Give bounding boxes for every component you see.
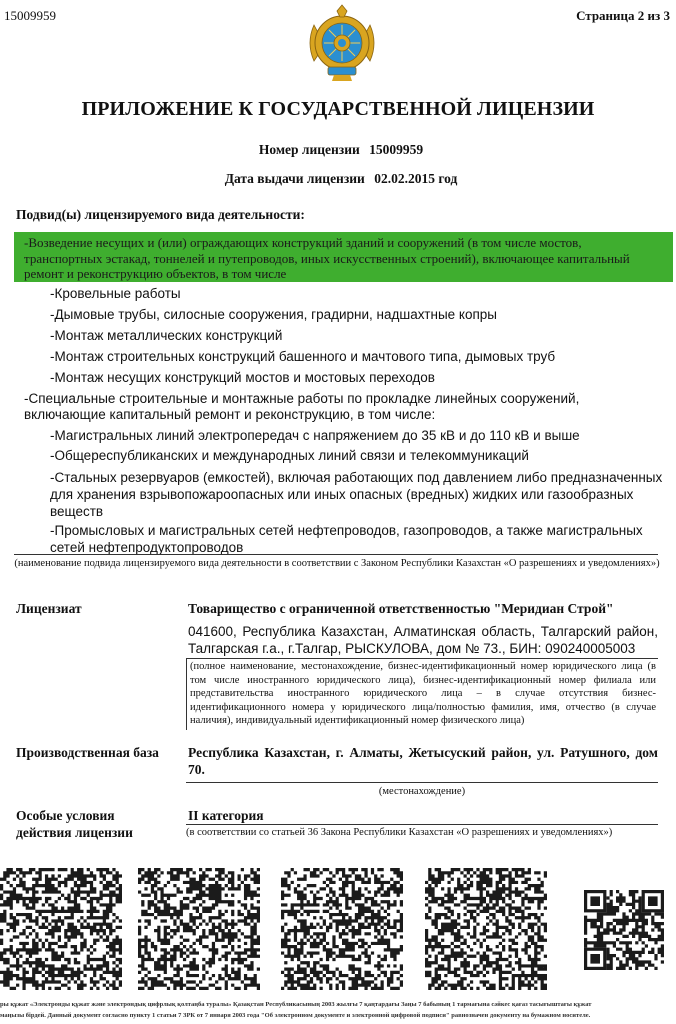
production-base-note: (местонахождение) bbox=[378, 786, 466, 797]
license-date-value: 02.02.2015 год bbox=[374, 171, 458, 186]
subtypes-heading: Подвид(ы) лицензируемого вида деятельности: bbox=[16, 207, 305, 222]
production-base-label: Производственная база bbox=[16, 745, 159, 760]
activity-item: -Общереспубликанских и международных линий связи и телекоммуникаций bbox=[50, 448, 529, 463]
licensee-address: 041600, Республика Казахстан, Алматинская область, Талгарский район, Талгарская г.а., г.Талгар, РЫСКУЛОВА, дом № 73., БИН: 090240005003 bbox=[188, 624, 658, 656]
special-conditions-label-2: действия лицензии bbox=[16, 825, 133, 840]
highlighted-activity: -Возведение несущих и (или) ограждающих конструкций зданий и сооружений (в том числе мостов, транспортных эстакад, тоннелей и путепроводов, иных искусственных строений), включающее капитальный ремонт и реконструкцию объектов, в том числе bbox=[24, 235, 630, 281]
signature-barcode-4 bbox=[425, 868, 547, 990]
license-number-row bbox=[0, 142, 676, 158]
state-emblem bbox=[304, 3, 380, 83]
page-indicator: Страница 2 из 3 bbox=[576, 8, 670, 23]
signature-barcode-1 bbox=[0, 868, 122, 990]
licensee-name: Товарищество с ограниченной ответственностью "Меридиан Строй" bbox=[188, 601, 614, 616]
activity-item: -Монтаж металлических конструкций bbox=[50, 328, 283, 343]
qr-code[interactable] bbox=[584, 882, 664, 978]
special-conditions-value: II категория bbox=[188, 808, 264, 823]
special-conditions-note: (в соответствии со статьей 36 Закона Республики Казахстан «О разрешениях и уведомлениях») bbox=[186, 827, 613, 838]
divider bbox=[186, 658, 658, 659]
divider bbox=[186, 824, 658, 825]
divider bbox=[14, 554, 658, 555]
page-title: ПРИЛОЖЕНИЕ К ГОСУДАРСТВЕННОЙ ЛИЦЕНЗИИ bbox=[81, 98, 595, 120]
license-date-row bbox=[0, 171, 676, 187]
production-base-value: Республика Казахстан, г. Алматы, Жетысуский район, ул. Ратушного, дом 70. bbox=[188, 745, 658, 777]
activity-item: -Монтаж несущих конструкций мостов и мостовых переходов bbox=[50, 370, 435, 385]
activity-item: -Магистральных линий электропередач с напряжением до 35 кВ и до 110 кВ и выше bbox=[50, 428, 580, 443]
license-number-label: Номер лицензии bbox=[258, 142, 360, 157]
footer-line-1: ры құжат «Электронды құжат және электрондық цифрлық қолтаңба туралы» Қазақстан Республикасының 2003 жылғы 7 қаңтардағы Заңы 7 бабының 1 тармағына сәйкес қағаз тасығыштағы құжат bbox=[0, 1001, 592, 1008]
activity-item: -Дымовые трубы, силосные сооружения, градирни, надшахтные копры bbox=[50, 307, 497, 322]
signature-barcode-3 bbox=[281, 868, 403, 990]
barcode-image bbox=[138, 868, 260, 990]
activity-item: -Стальных резервуаров (емкостей), включая работающих под давлением либо предназначенных для хранения взрывопожароопасных или иных опасных (вредных) жидких или газообразных веществ bbox=[50, 470, 663, 519]
licensee-note: (полное наименование, местонахождение, бизнес-идентификационный номер юридического лица (в том числе иностранного юридического лица), бизнес-идентификационный номер филиала или представительства иностранного юридического лица – в случае отсутствия бизнес-идентификационного номера у юридического лица/полностью фамилия, имя, отчество (в случае наличия), индивидуальный идентификационный номер физического лица) bbox=[190, 661, 656, 726]
license-number-value: 15009959 bbox=[369, 142, 424, 157]
divider bbox=[186, 658, 187, 730]
activity-item: -Промысловых и магистральных сетей нефтепроводов, газопроводов, а также магистральных сетей нефтепродуктопроводов bbox=[50, 523, 643, 555]
activity-item: -Кровельные работы bbox=[50, 286, 181, 301]
special-conditions-label-1: Особые условия bbox=[16, 808, 115, 823]
licensee-label: Лицензиат bbox=[16, 601, 82, 616]
subtypes-note: (наименование подвида лицензируемого вида деятельности в соответствии с Законом Республики Казахстан «О разрешениях и уведомлениях») bbox=[14, 558, 660, 569]
barcode-image bbox=[281, 868, 403, 990]
activity-item: -Монтаж строительных конструкций башенного и мачтового типа, дымовых труб bbox=[50, 349, 556, 364]
license-date-label: Дата выдачи лицензии bbox=[224, 171, 365, 186]
barcode-image bbox=[0, 868, 122, 990]
special-activity: -Специальные строительные и монтажные работы по прокладке линейных сооружений, включающие капитальный ремонт и реконструкцию, в том числе: bbox=[24, 391, 580, 422]
barcode-image bbox=[425, 868, 547, 990]
divider bbox=[186, 782, 658, 783]
doc-number: 15009959 bbox=[4, 8, 56, 23]
qr-code-image bbox=[584, 882, 664, 978]
footer-line-2: маңызы бірдей. Данный документ согласно пункту 1 статьи 7 ЗРК от 7 января 2003 года "Об электронном документе и электронной цифровой подписи" равнозначен документу на бумажном носителе. bbox=[0, 1012, 591, 1019]
emblem-icon bbox=[310, 5, 374, 81]
signature-barcode-2 bbox=[138, 868, 260, 990]
